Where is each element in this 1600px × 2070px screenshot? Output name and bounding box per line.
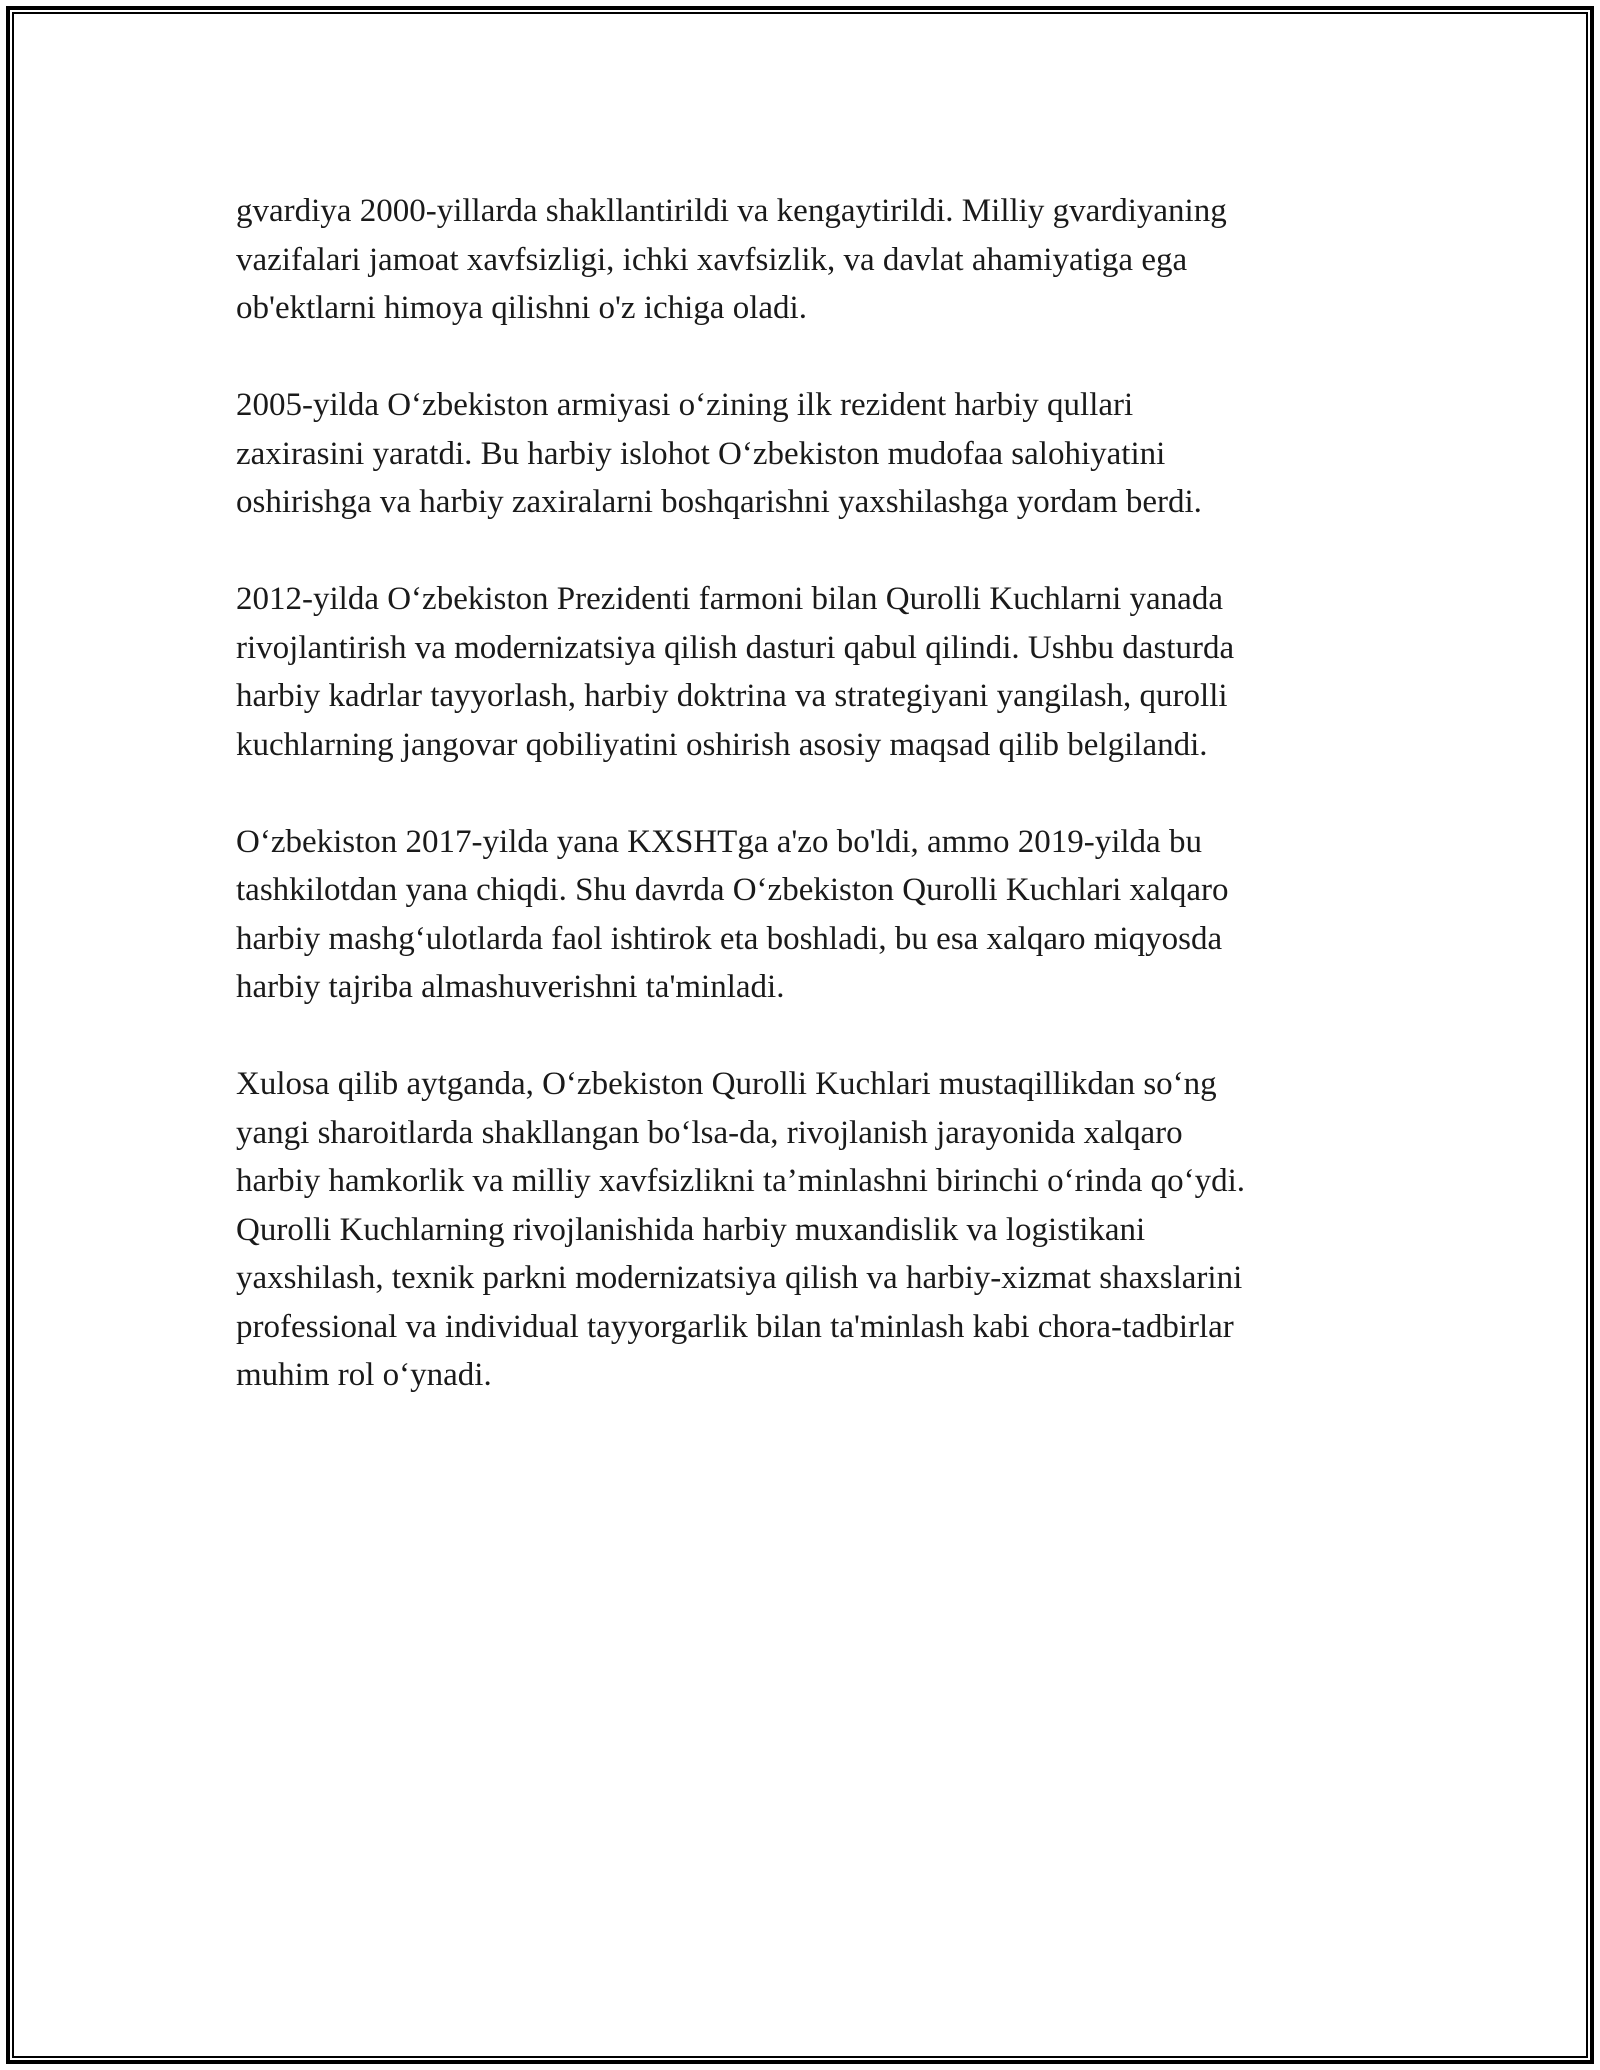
text-line: vazifalari jamoat xavfsizligi, ichki xavfsizlik, va davlat ahamiyatiga ega xyxy=(236,241,1188,278)
text-line: kuchlarning jangovar qobiliyatini oshirish asosiy maqsad qilib belgilandi. xyxy=(236,726,1208,763)
text-line: muhim rol o‘ynadi. xyxy=(236,1357,492,1393)
text-line: harbiy kadrlar tayyorlash, harbiy doktrina va strategiyani yangilash, qurolli xyxy=(236,678,1228,714)
paragraph-2005-reserve xyxy=(236,381,1376,527)
text-line: professional va individual tayyorgarlik bilan ta'minlash kabi chora-tadbirlar xyxy=(236,1308,1234,1345)
paragraph-national-guard xyxy=(236,187,1376,333)
paragraph-conclusion xyxy=(236,1060,1376,1400)
text-line: oshirishga va harbiy zaxiralarni boshqarishni yaxshilashga yordam berdi. xyxy=(236,484,1202,520)
text-line: Qurolli Kuchlarning rivojlanishida harbiy muxandislik va logistikani xyxy=(236,1211,1146,1248)
text-line: yaxshilash, texnik parkni modernizatsiya qilish va harbiy-xizmat shaxslarini xyxy=(236,1260,1243,1296)
paragraph-2012-decree xyxy=(236,575,1376,769)
text-line: gvardiya 2000-yillarda shakllantirildi va kengaytirildi. Milliy gvardiyaning xyxy=(236,193,1227,229)
text-line: tashkilotdan yana chiqdi. Shu davrda O‘zbekiston Qurolli Kuchlari xalqaro xyxy=(236,872,1229,908)
text-line: Xulosa qilib aytganda, O‘zbekiston Qurolli Kuchlari mustaqillikdan so‘ng xyxy=(236,1066,1217,1102)
text-line: harbiy tajriba almashuverishni ta'minladi. xyxy=(236,969,785,1005)
text-line: zaxirasini yaratdi. Bu harbiy islohot O‘zbekiston mudofaa salohiyatini xyxy=(236,435,1166,472)
text-line: harbiy hamkorlik va milliy xavfsizlikni ta’minlashni birinchi o‘rinda qo‘ydi. xyxy=(236,1163,1246,1199)
text-line: O‘zbekiston 2017-yilda yana KXSHTga a'zo bo'ldi, ammo 2019-yilda bu xyxy=(236,823,1202,860)
paragraph-2017-csto xyxy=(236,818,1376,1012)
text-line: rivojlantirish va modernizatsiya qilish dasturi qabul qilindi. Ushbu dasturda xyxy=(236,629,1235,666)
text-line: 2005-yilda O‘zbekiston armiyasi o‘zining ilk rezident harbiy qullari xyxy=(236,387,1134,423)
document-body xyxy=(236,187,1376,1448)
text-line: yangi sharoitlarda shakllangan bo‘lsa-da, rivojlanish jarayonida xalqaro xyxy=(236,1114,1183,1151)
text-line: 2012-yilda O‘zbekiston Prezidenti farmoni bilan Qurolli Kuchlarni yanada xyxy=(236,581,1223,617)
text-line: ob'ektlarni himoya qilishni o'z ichiga oladi. xyxy=(236,290,807,326)
text-line: harbiy mashg‘ulotlarda faol ishtirok eta boshladi, bu esa xalqaro miqyosda xyxy=(236,920,1223,957)
